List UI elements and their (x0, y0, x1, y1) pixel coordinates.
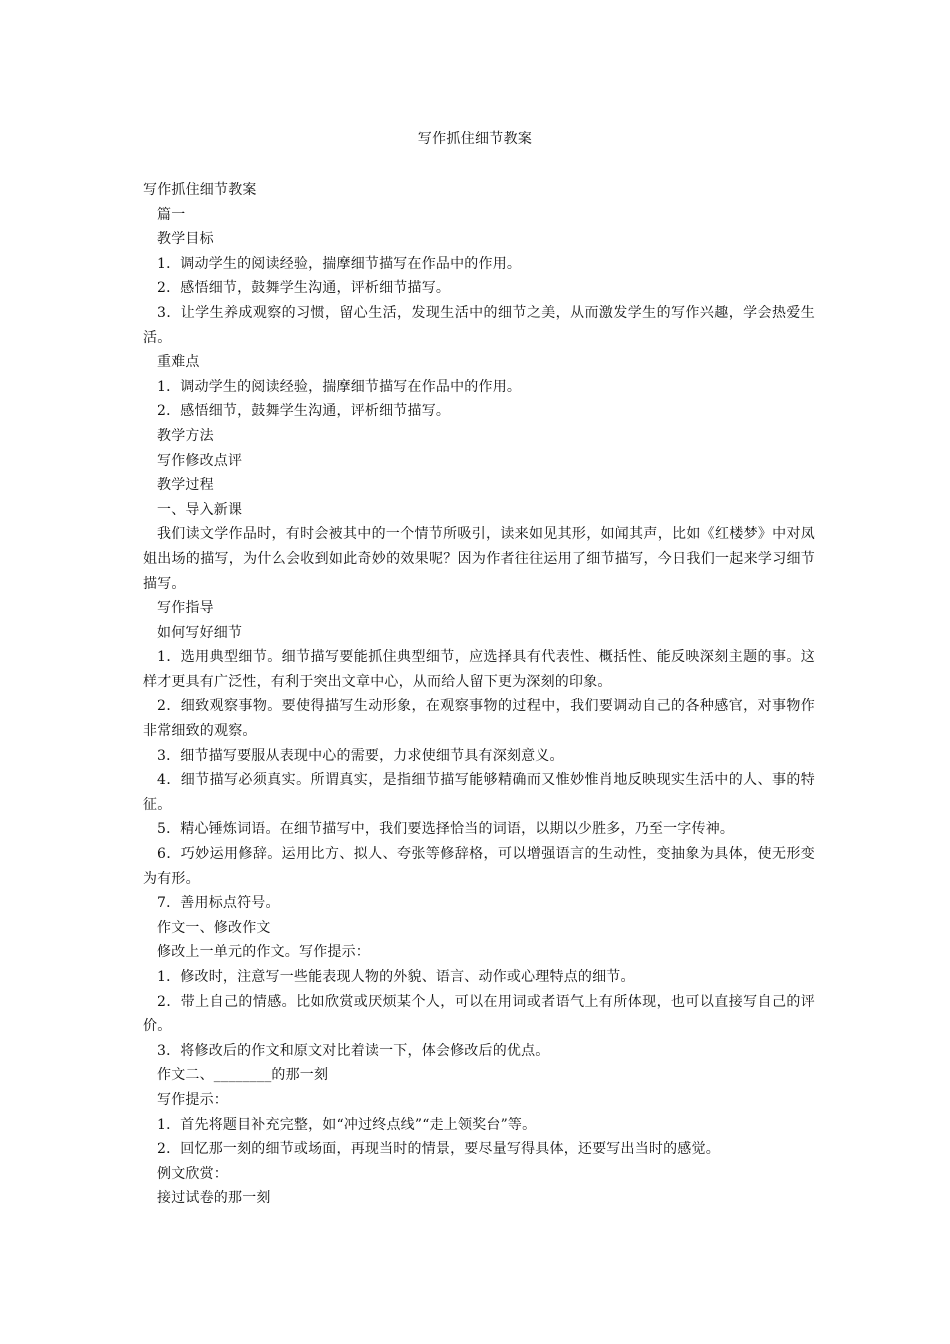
paragraph: 3．细节描写要服从表现中心的需要，力求使细节具有深刻意义。 (157, 747, 564, 764)
subheading: 教学目标 (157, 231, 214, 248)
paragraph: 1．调动学生的阅读经验，揣摩细节描写在作品中的作用。 (157, 378, 522, 395)
paragraph: 2．感悟细节，鼓舞学生沟通，评析细节描写。 (157, 280, 451, 297)
subheading: 一、导入新课 (157, 501, 243, 518)
document-body (143, 178, 815, 1211)
paragraph: 3．将修改后的作文和原文对比着读一下，体会修改后的优点。 (157, 1042, 550, 1059)
paragraph: 1．首先将题目补充完整，如“冲过终点线”“走上领奖台”等。 (157, 1116, 537, 1133)
paragraph: 3．让学生养成观察的习惯，留心生活，发现生活中的细节之美，从而激发学生的写作兴趣，学会热爱生活。 (143, 304, 815, 346)
paragraph: 5．精心锤炼词语。在细节描写中，我们要选择恰当的词语，以期以少胜多，乃至一字传神。 (157, 821, 735, 838)
paragraph: 2．回忆那一刻的细节或场面，再现当时的情景，要尽量写得具体，还要写出当时的感觉。 (157, 1141, 720, 1158)
subheading: 例文欣赏： (157, 1165, 228, 1182)
subheading: 教学过程 (157, 477, 214, 494)
paragraph: 6．巧妙运用修辞。运用比方、拟人、夸张等修辞格，可以增强语言的生动性，变抽象为具体，使无形变为有形。 (143, 846, 815, 887)
subheading: 接过试卷的那一刻 (157, 1190, 271, 1207)
page-title: 写作抓住细节教案 (417, 131, 533, 147)
paragraph: 我们读文学作品时，有时会被其中的一个情节所吸引，读来如见其形，如闻其声，比如《红楼梦》中对凤姐出场的描写，为什么会收到如此奇妙的效果呢？因为作者往往运用了细节描写，今日我们一起来学习细节描写。 (143, 526, 815, 592)
paragraph: 2．细致观察事物。要使得描写生动形象，在观察事物的过程中，我们要调动自己的各种感官，对事物作非常细致的观察。 (143, 698, 815, 740)
section-label: 篇一 (157, 206, 186, 223)
paragraph: 修改上一单元的作文。写作提示： (157, 944, 370, 961)
paragraph: 2．带上自己的情感。比如欣赏或厌烦某个人，可以在用词或者语气上有所体现，也可以直接写自己的评价。 (143, 993, 815, 1035)
subheading: 如何写好细节 (157, 624, 243, 641)
subheading: 重难点 (157, 354, 200, 371)
subheading: 作文二、________的那一刻 (157, 1067, 329, 1084)
paragraph: 1．选用典型细节。细节描写要能抓住典型细节，应选择具有代表性、概括性、能反映深刻主题的事。这样才更具有广泛性，有利于突出文章中心，从而给人留下更为深刻的印象。 (143, 649, 815, 690)
paragraph: 4．细节描写必须真实。所谓真实，是指细节描写能够精确而又惟妙惟肖地反映现实生活中的人、事的特征。 (143, 772, 815, 813)
subheading: 写作指导 (157, 600, 214, 617)
subheading: 写作提示： (157, 1091, 228, 1108)
paragraph: 写作修改点评 (157, 452, 243, 469)
paragraph: 2．感悟细节，鼓舞学生沟通，评析细节描写。 (157, 403, 451, 420)
document-heading: 写作抓住细节教案 (143, 182, 257, 198)
subheading: 作文一、修改作文 (157, 919, 271, 936)
paragraph: 1．调动学生的阅读经验，揣摩细节描写在作品中的作用。 (157, 255, 522, 272)
subheading: 教学方法 (157, 427, 214, 444)
paragraph: 7．善用标点符号。 (157, 895, 280, 912)
paragraph: 1．修改时，注意写一些能表现人物的外貌、语言、动作或心理特点的细节。 (157, 969, 635, 985)
